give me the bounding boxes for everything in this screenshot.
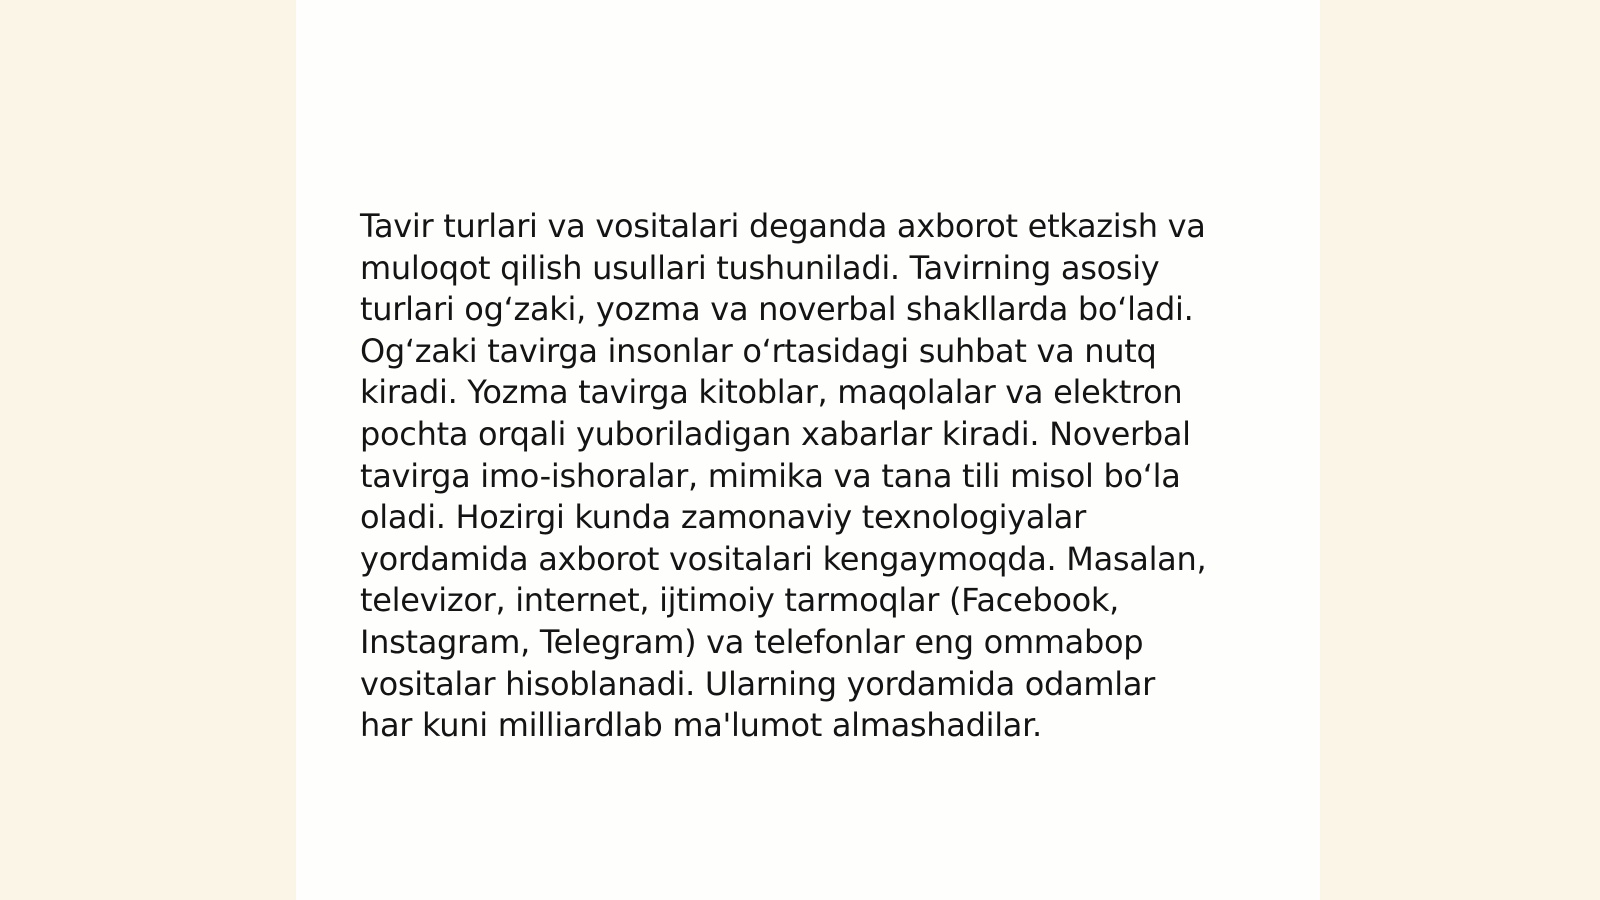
right-background-panel xyxy=(1320,0,1600,900)
paragraph-line: oladi. Hozirgi kunda zamonaviy texnologiyalar xyxy=(360,498,1086,537)
paragraph-line: tavirga imo-ishoralar, mimika va tana tili misol bo‘la xyxy=(360,456,1181,495)
paragraph-line: muloqot qilish usullari tushuniladi. Tavirning asosiy xyxy=(360,248,1160,287)
paragraph-line: kiradi. Yozma tavirga kitoblar, maqolalar va elektron xyxy=(360,373,1183,412)
paragraph-line: yordamida axborot vositalari kengaymoqda. Masalan, xyxy=(360,539,1207,578)
left-background-panel xyxy=(0,0,296,900)
paragraph-line: har kuni milliardlab ma'lumot almashadilar. xyxy=(360,706,1042,745)
body-paragraph xyxy=(360,206,1250,747)
paragraph-line: televizor, internet, ijtimoiy tarmoqlar (Facebook, xyxy=(360,581,1120,620)
paragraph-line: vositalar hisoblanadi. Ularning yordamida odamlar xyxy=(360,664,1156,703)
paragraph-line: pochta orqali yuboriladigan xabarlar kiradi. Noverbal xyxy=(360,414,1191,453)
paragraph-line: turlari og‘zaki, yozma va noverbal shakllarda bo‘ladi. xyxy=(360,290,1194,329)
document-page xyxy=(296,0,1320,900)
paragraph-line: Tavir turlari va vositalari deganda axborot etkazish va xyxy=(360,207,1206,245)
paragraph-line: Og‘zaki tavirga insonlar o‘rtasidagi suhbat va nutq xyxy=(360,331,1157,370)
paragraph-line: Instagram, Telegram) va telefonlar eng ommabop xyxy=(360,622,1144,661)
